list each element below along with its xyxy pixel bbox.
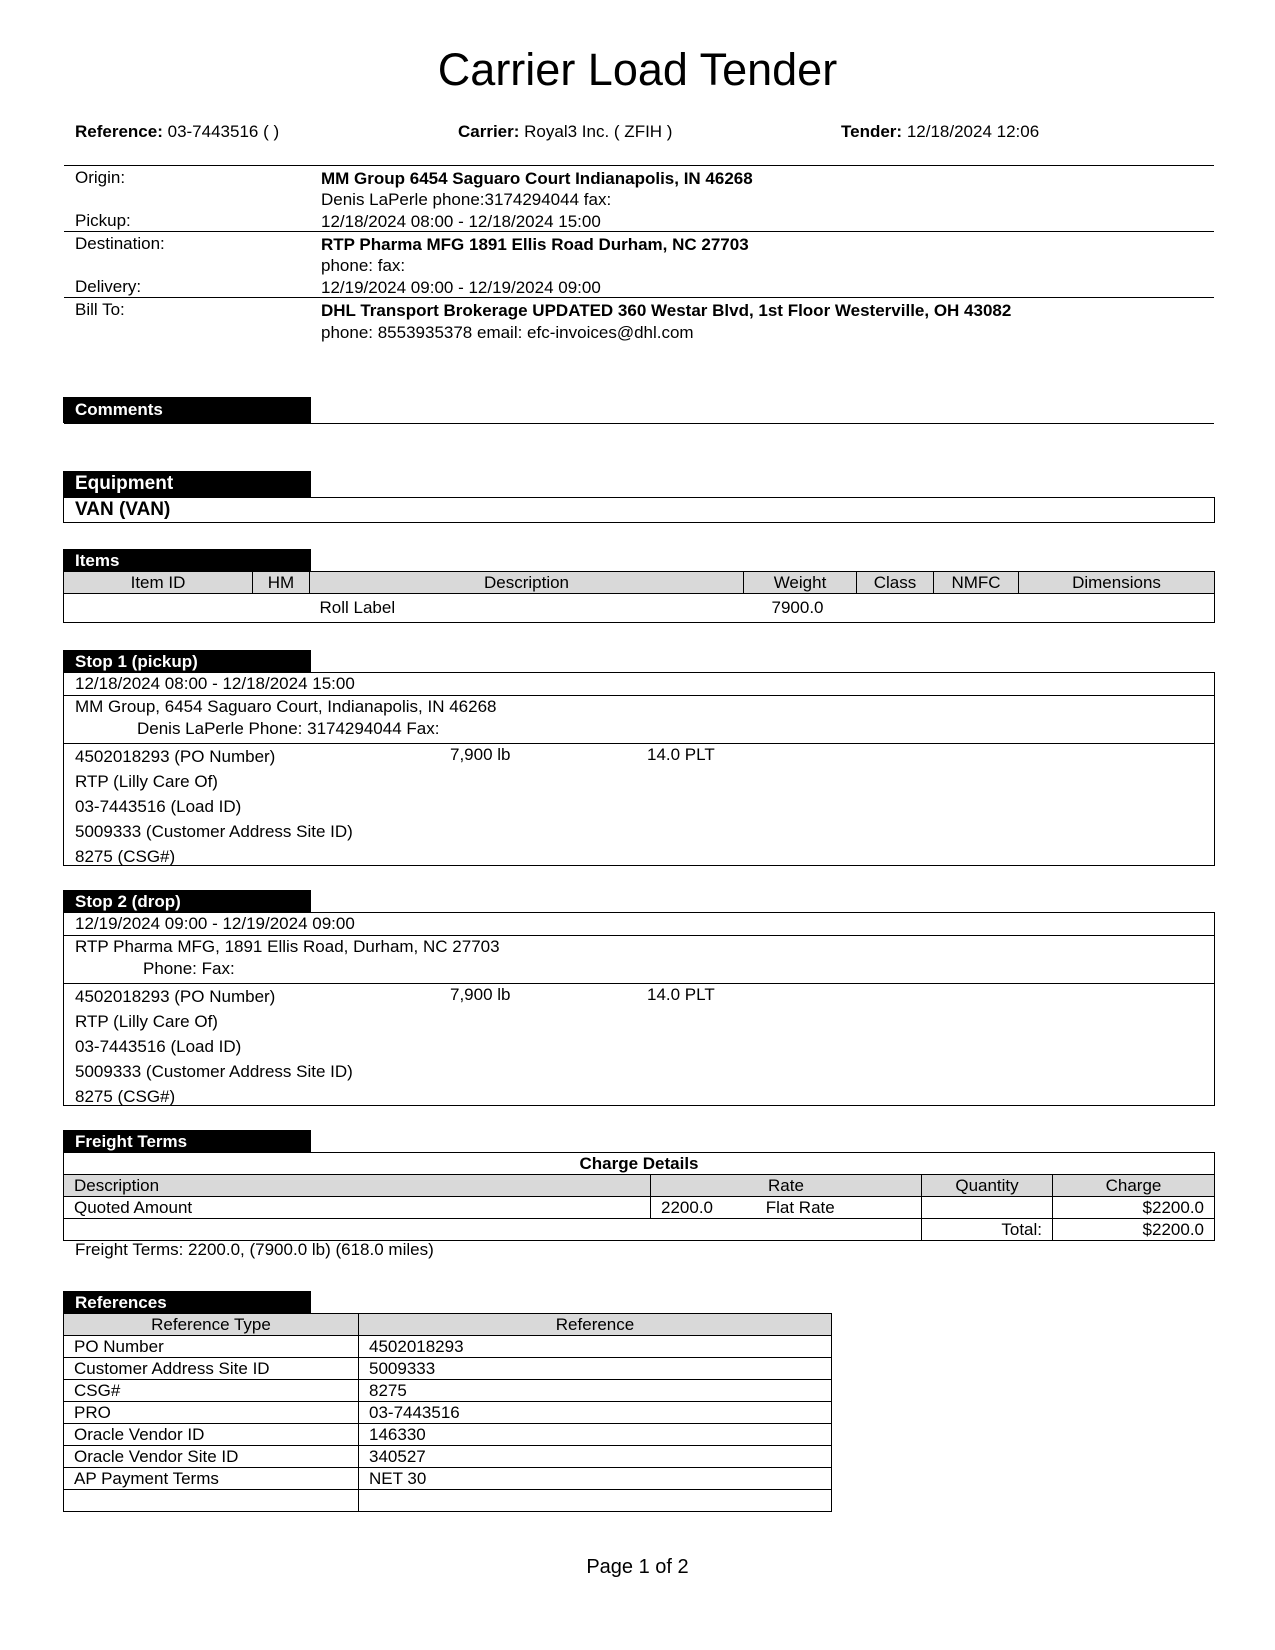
stop1-box <box>63 672 1215 866</box>
equipment-heading: Equipment <box>63 471 311 497</box>
freight-terms-text: Freight Terms: 2200.0, (7900.0 lb) (618.0 miles) <box>75 1240 434 1259</box>
item-class <box>857 594 934 623</box>
origin-contact: Denis LaPerle phone:3174294044 fax: <box>321 190 612 209</box>
freight-heading: Freight Terms <box>63 1130 311 1153</box>
origin-label: Origin: <box>75 168 126 187</box>
references-col-type: Reference Type <box>64 1314 359 1336</box>
references-table <box>63 1313 832 1512</box>
reference-type: Oracle Vendor Site ID <box>64 1446 359 1468</box>
stop1-pallets: 14.0 PLT <box>647 745 715 764</box>
reference-type: PRO <box>64 1402 359 1424</box>
equipment-box <box>63 497 1215 523</box>
stop2-contact: Phone: Fax: <box>143 959 235 978</box>
item-description: Roll Label <box>310 594 744 623</box>
origin-name: MM Group 6454 Saguaro Court Indianapolis, IN 46268 <box>321 169 753 188</box>
stop2-address: RTP Pharma MFG, 1891 Ellis Road, Durham, NC 27703 <box>75 937 500 956</box>
items-row <box>64 594 1215 623</box>
reference-type: Customer Address Site ID <box>64 1358 359 1380</box>
reference-type: AP Payment Terms <box>64 1468 359 1490</box>
reference-row <box>64 1468 832 1490</box>
charge-total-row <box>64 1219 1215 1241</box>
reference-value: 340527 <box>359 1446 832 1468</box>
reference-row <box>64 1336 832 1358</box>
reference-row <box>64 1358 832 1380</box>
charge-amount: $2200.0 <box>1053 1197 1215 1219</box>
stop2-line-siteid: 5009333 (Customer Address Site ID) <box>75 1062 353 1081</box>
billto-contact: phone: 8553935378 email: efc-invoices@dhl.com <box>321 323 694 342</box>
stop2-line-loadid: 03-7443516 (Load ID) <box>75 1037 242 1056</box>
item-id <box>64 594 253 623</box>
destination-name: RTP Pharma MFG 1891 Ellis Road Durham, NC 27703 <box>321 235 749 254</box>
item-weight: 7900.0 <box>744 594 857 623</box>
items-col-dimensions: Dimensions <box>1019 572 1215 594</box>
equipment-value: VAN (VAN) <box>75 499 171 520</box>
carrier-label: Carrier: <box>458 122 520 141</box>
page-number: Page 1 of 2 <box>586 1556 689 1578</box>
route-divider-billto <box>64 297 1214 298</box>
item-dimensions <box>1019 594 1215 623</box>
items-header-row <box>64 572 1215 594</box>
delivery-label: Delivery: <box>75 277 142 296</box>
charge-col-quantity: Quantity <box>922 1175 1053 1197</box>
stop1-line-careof: RTP (Lilly Care Of) <box>75 772 218 791</box>
stop1-details <box>64 744 1214 869</box>
pickup-label: Pickup: <box>75 211 131 230</box>
tender-label: Tender: <box>841 122 903 141</box>
billto-label: Bill To: <box>75 300 125 319</box>
stop2-window: 12/19/2024 09:00 - 12/19/2024 09:00 <box>64 913 1214 936</box>
stop1-line-po: 4502018293 (PO Number) <box>75 747 276 766</box>
charge-total-spacer <box>64 1219 922 1241</box>
stop2-details <box>64 984 1214 1109</box>
carrier-value: Royal3 Inc. ( ZFIH ) <box>524 122 673 141</box>
charge-title-row <box>64 1153 1215 1175</box>
reference-type: Oracle Vendor ID <box>64 1424 359 1446</box>
destination-contact: phone: fax: <box>321 256 406 275</box>
reference-type: PO Number <box>64 1336 359 1358</box>
reference-value: 03-7443516 <box>359 1402 832 1424</box>
stop2-line-careof: RTP (Lilly Care Of) <box>75 1012 218 1031</box>
reference-label: Reference: <box>75 122 163 141</box>
destination-label: Destination: <box>75 234 165 253</box>
stop2-pallets: 14.0 PLT <box>647 985 715 1004</box>
charge-rate-type: Flat Rate <box>765 1197 835 1217</box>
stop2-line-csg: 8275 (CSG#) <box>75 1087 176 1106</box>
reference-value: 8275 <box>359 1380 832 1402</box>
reference-row <box>64 1402 832 1424</box>
charge-header-row <box>64 1175 1215 1197</box>
tender-value: 12/18/2024 12:06 <box>906 122 1040 141</box>
carrier-field <box>458 122 672 142</box>
stop1-line-csg: 8275 (CSG#) <box>75 847 176 866</box>
pickup-window: 12/18/2024 08:00 - 12/18/2024 15:00 <box>321 212 601 231</box>
stop1-line-loadid: 03-7443516 (Load ID) <box>75 797 242 816</box>
reference-value: 03-7443516 ( ) <box>167 122 280 141</box>
reference-value <box>359 1490 832 1512</box>
charge-row <box>64 1197 1215 1219</box>
route-divider-top <box>64 165 1214 166</box>
items-col-nmfc: NMFC <box>934 572 1019 594</box>
items-table <box>63 571 1215 623</box>
references-col-reference: Reference <box>359 1314 832 1336</box>
stop1-weight: 7,900 lb <box>450 745 511 764</box>
reference-value: 4502018293 <box>359 1336 832 1358</box>
charge-total-value: $2200.0 <box>1053 1219 1215 1241</box>
stop2-address-block <box>64 936 1214 984</box>
charge-details-table <box>63 1152 1215 1241</box>
stop1-window: 12/18/2024 08:00 - 12/18/2024 15:00 <box>64 673 1214 696</box>
charge-col-description: Description <box>64 1175 651 1197</box>
items-col-hm: HM <box>253 572 310 594</box>
charge-total-label: Total: <box>922 1219 1053 1241</box>
reference-row <box>64 1446 832 1468</box>
stop1-address: MM Group, 6454 Saguaro Court, Indianapolis, IN 46268 <box>75 697 497 716</box>
reference-value: NET 30 <box>359 1468 832 1490</box>
references-header-row <box>64 1314 832 1336</box>
charge-rate-value: 2200.0 <box>661 1197 713 1217</box>
charge-rate <box>651 1197 922 1219</box>
item-nmfc <box>934 594 1019 623</box>
items-heading: Items <box>63 549 311 572</box>
items-col-description: Description <box>310 572 744 594</box>
item-hm <box>253 594 310 623</box>
comments-rule <box>64 423 1214 424</box>
reference-value: 146330 <box>359 1424 832 1446</box>
stop1-address-block <box>64 696 1214 744</box>
route-divider-destination <box>64 231 1214 232</box>
charge-description: Quoted Amount <box>64 1197 651 1219</box>
reference-row <box>64 1424 832 1446</box>
charge-col-rate: Rate <box>651 1175 922 1197</box>
stop2-line-po: 4502018293 (PO Number) <box>75 987 276 1006</box>
stop1-contact: Denis LaPerle Phone: 3174294044 Fax: <box>137 719 440 738</box>
reference-type <box>64 1490 359 1512</box>
stop2-box <box>63 912 1215 1106</box>
items-col-class: Class <box>857 572 934 594</box>
charge-details-title: Charge Details <box>64 1153 1215 1175</box>
billto-name: DHL Transport Brokerage UPDATED 360 Westar Blvd, 1st Floor Westerville, OH 43082 <box>321 301 1012 320</box>
reference-row <box>64 1380 832 1402</box>
reference-field <box>75 122 279 142</box>
tender-field <box>841 122 1039 142</box>
reference-row <box>64 1490 832 1512</box>
items-col-itemid: Item ID <box>64 572 253 594</box>
items-col-weight: Weight <box>744 572 857 594</box>
charge-col-charge: Charge <box>1053 1175 1215 1197</box>
charge-quantity <box>922 1197 1053 1219</box>
stop1-heading: Stop 1 (pickup) <box>63 650 311 673</box>
comments-heading: Comments <box>63 397 311 423</box>
reference-value: 5009333 <box>359 1358 832 1380</box>
delivery-window: 12/19/2024 09:00 - 12/19/2024 09:00 <box>321 278 601 297</box>
reference-type: CSG# <box>64 1380 359 1402</box>
references-heading: References <box>63 1291 311 1314</box>
document-title: Carrier Load Tender <box>437 44 838 95</box>
stop2-weight: 7,900 lb <box>450 985 511 1004</box>
stop1-line-siteid: 5009333 (Customer Address Site ID) <box>75 822 353 841</box>
stop2-heading: Stop 2 (drop) <box>63 890 311 913</box>
